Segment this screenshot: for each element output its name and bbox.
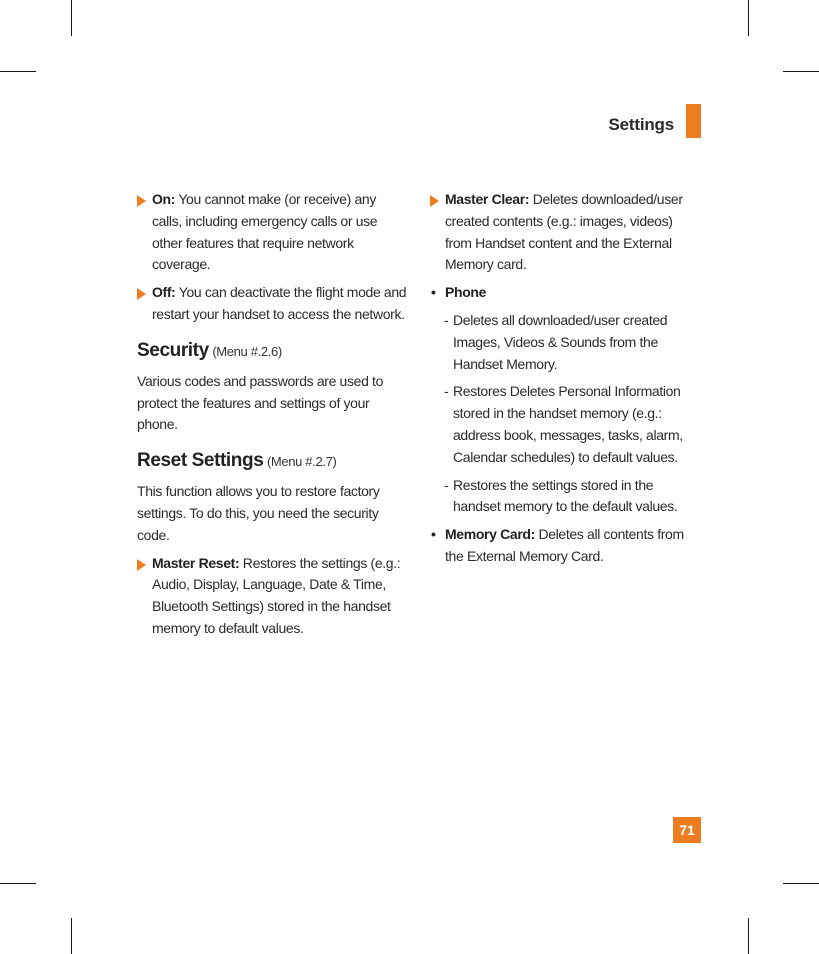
dash-icon: - — [444, 311, 449, 328]
reset-settings-heading — [137, 449, 409, 474]
item-term: On: — [152, 191, 176, 207]
page-number: 71 — [673, 817, 701, 843]
arrow-bullet-icon — [137, 288, 146, 300]
bullet-dot-icon: • — [431, 284, 436, 301]
reset-description: This function allows you to restore factory settings. To do this, you need the security code. — [137, 483, 380, 543]
item-text: Deletes all contents from the External Memory Card. — [445, 526, 684, 564]
item-text: Deletes downloaded/user created contents (e.g.: images, videos) from Handset content and the External Memory card. — [445, 191, 683, 273]
item-term: Off: — [152, 284, 176, 301]
section-menu-path: (Menu #.2.6) — [212, 343, 282, 359]
dash-icon: - — [444, 476, 449, 493]
security-heading — [137, 339, 409, 364]
crop-mark — [748, 0, 749, 36]
item-term: Memory Card: — [445, 526, 535, 543]
item-text: Restores the settings stored in the handset memory to the default values. — [453, 476, 678, 515]
section-title: Security — [137, 339, 209, 361]
item-text: Restores Deletes Personal Information stored in the handset memory (e.g.: address book, messages, tasks, alarm, Calendar schedules) to default values. — [453, 383, 683, 465]
arrow-bullet-icon — [137, 559, 146, 571]
crop-mark — [783, 71, 819, 72]
list-item — [430, 189, 692, 276]
crop-mark — [71, 918, 72, 954]
left-column — [137, 189, 409, 646]
item-term: Master Reset: — [152, 554, 240, 571]
item-text: You cannot make (or receive) any calls, including emergency calls or use other features that require network coverage. — [152, 191, 378, 273]
security-description: Various codes and passwords are used to protect the features and settings of your phone. — [137, 372, 384, 433]
dash-icon: - — [444, 383, 449, 400]
crop-mark — [0, 71, 36, 72]
list-item — [137, 189, 409, 276]
bullet-dot-icon: • — [431, 526, 436, 543]
section-menu-path: (Menu #.2.7) — [266, 454, 337, 470]
item-text: You can deactivate the flight mode and restart your handset to access the network. — [152, 284, 407, 322]
list-item — [430, 282, 692, 304]
right-column — [430, 189, 692, 574]
crop-mark — [748, 918, 749, 954]
section-title: Reset Settings — [137, 450, 264, 472]
crop-mark — [783, 883, 819, 884]
arrow-bullet-icon — [137, 195, 146, 207]
crop-mark — [71, 0, 72, 36]
item-text: Restores the settings (e.g.: Audio, Display, Language, Date & Time, Bluetooth Settings) stored in the handset memory to default values. — [152, 554, 401, 636]
sub-list-item — [430, 310, 692, 375]
item-term: Phone — [445, 284, 487, 301]
item-term: Master Clear: — [445, 191, 530, 207]
item-text: Deletes all downloaded/user created Images, Videos & Sounds from the Handset Memory. — [453, 311, 668, 372]
sub-list-item — [430, 381, 692, 468]
section-tab-marker — [686, 104, 701, 138]
crop-mark — [0, 883, 36, 884]
sub-list-item — [430, 475, 692, 519]
list-item — [137, 282, 409, 326]
list-item — [137, 553, 409, 640]
arrow-bullet-icon — [430, 195, 439, 207]
section-header-title: Settings — [608, 115, 674, 134]
list-item — [430, 524, 692, 568]
